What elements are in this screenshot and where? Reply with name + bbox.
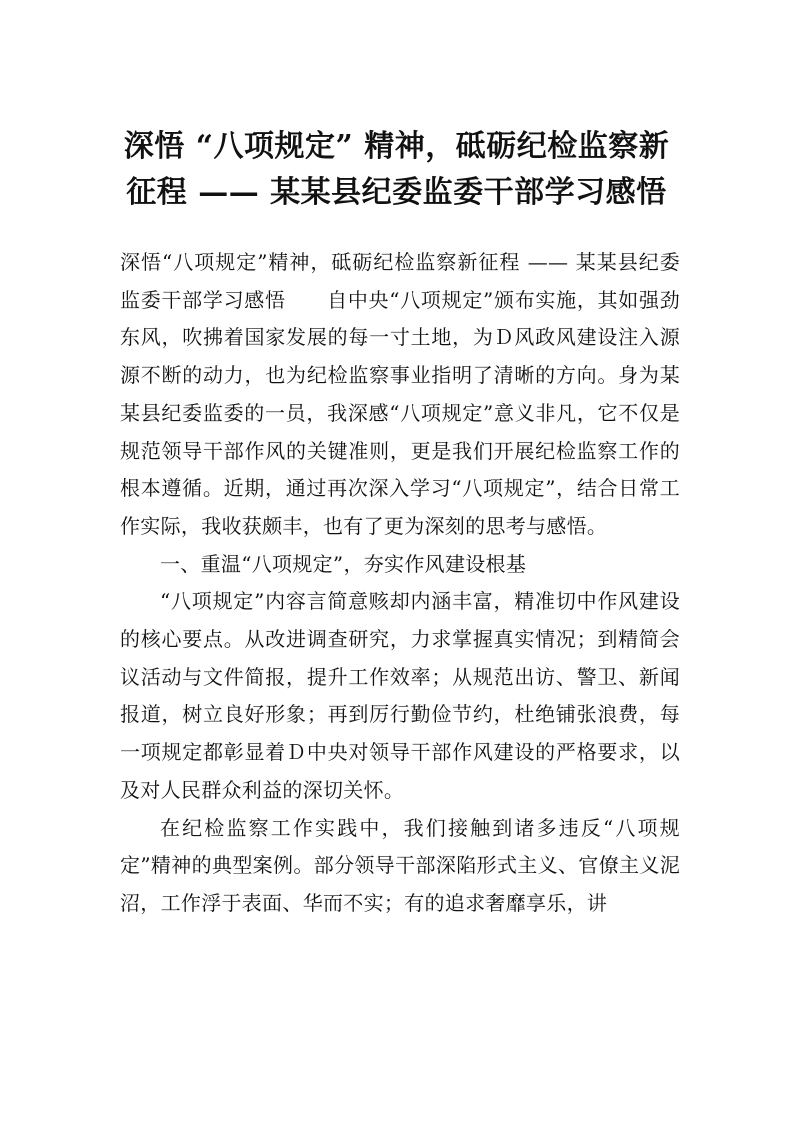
body-paragraph-3: 在纪检监察工作实践中，我们接触到诸多违反“八项规定”精神的典型案例。部分领导干部深陷形式主义、官僚主义泥沼，工作浮于表面、华而不实；有的追求奢靡享乐，讲 xyxy=(120,815,680,915)
body-paragraph-2: “八项规定”内容言简意赅却内涵丰富，精准切中作风建设的核心要点。从改进调查研究，力求掌握真实情况；到精简会议活动与文件简报，提升工作效率；从规范出访、警卫、新闻报道，树立良好形象；再到厉行勤俭节约，杜绝铺张浪费，每一项规定都彰显着Ｄ中央对领导干部作风建设的严格要求，以及对人民群众利益的深切关怀。 xyxy=(120,589,680,802)
document-title xyxy=(110,124,683,216)
section-heading-1: 一、重温“八项规定”，夯实作风建设根基 xyxy=(160,551,527,576)
document-title-line-2: 征程 —— 某某县纪委监委干部学习感悟 xyxy=(126,175,667,210)
document-title-line-1: 深悟 “八项规定” 精神，砥砺纪检监察新 xyxy=(123,129,670,164)
document-body xyxy=(120,244,680,923)
body-paragraph-intro: 深悟“八项规定”精神，砥砺纪检监察新征程 —— 某某县纪委监委干部学习感悟 自中央“八项规定”颁布实施，其如强劲东风，吹拂着国家发展的每一寸土地，为Ｄ风政风建设注入源源不断的动力，也为纪检监察事业指明了清晰的方向。身为某某县纪委监委的一员，我深感“八项规定”意义非凡，它不仅是规范领导干部作风的关键准则，更是我们开展纪检监察工作的根本遵循。近期，通过再次深入学习“八项规定”，结合日常工作实际，我收获颇丰，也有了更为深刻的思考与感悟。 xyxy=(120,250,680,538)
